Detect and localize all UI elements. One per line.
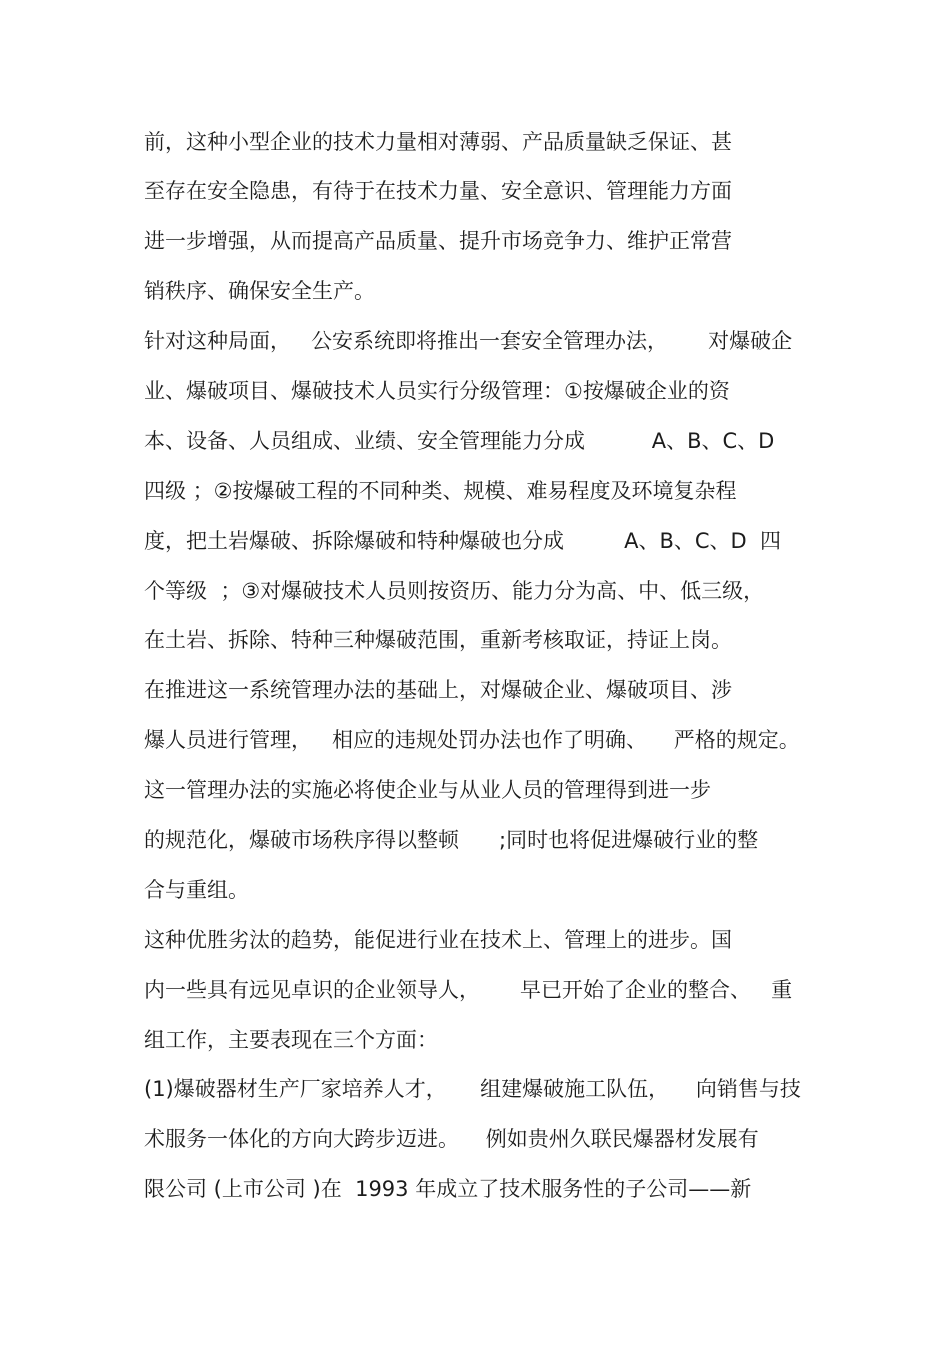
text-line-14: 这一管理办法的实施必将使企业与从业人员的管理得到进一步 xyxy=(144,778,711,802)
text-line-17: 这种优胜劣汰的趋势，能促进行业在技术上、管理上的进步。国 xyxy=(144,928,732,952)
text-line-11: 在土岩、拆除、特种三种爆破范围，重新考核取证，持证上岗。 xyxy=(144,628,732,652)
text-line-12: 在推进这一系统管理办法的基础上，对爆破企业、爆破项目、涉 xyxy=(144,678,732,702)
text-line-15: 的规范化，爆破市场秩序得以整顿 ;同时也将促进爆破行业的整 xyxy=(144,828,759,852)
text-line-3: 进一步增强，从而提高产品质量、提升市场竞争力、维护正常营 xyxy=(144,229,732,253)
text-line-7: 本、设备、人员组成、业绩、安全管理能力分成 A、B、C、D xyxy=(144,429,775,453)
text-line-13: 爆人员进行管理， 相应的违规处罚办法也作了明确、 严格的规定。 xyxy=(144,728,800,752)
text-line-22: 限公司 (上市公司 )在 1993 年成立了技术服务性的子公司——新 xyxy=(144,1177,752,1201)
text-line-20: (1)爆破器材生产厂家培养人才， 组建爆破施工队伍， 向销售与技 xyxy=(144,1077,801,1101)
text-line-4: 销秩序、确保安全生产。 xyxy=(144,279,375,303)
text-line-18: 内一些具有远见卓识的企业领导人， 早已开始了企业的整合、 重 xyxy=(144,978,793,1002)
text-line-19: 组工作，主要表现在三个方面： xyxy=(144,1028,438,1052)
text-line-21: 术服务一体化的方向大跨步迈进。 例如贵州久联民爆器材发展有 xyxy=(144,1127,759,1151)
text-line-9: 度，把土岩爆破、拆除爆破和特种爆破也分成 A、B、C、D 四 xyxy=(144,529,782,553)
text-line-6: 业、爆破项目、爆破技术人员实行分级管理：①按爆破企业的资 xyxy=(144,379,730,403)
text-line-10: 个等级 ；③对爆破技术人员则按资历、能力分为高、中、低三级， xyxy=(144,579,765,603)
text-line-8: 四级 ；②按爆破工程的不同种类、规模、难易程度及环境复杂程 xyxy=(144,479,737,503)
text-line-16: 合与重组。 xyxy=(144,878,249,902)
text-line-2: 至存在安全隐患，有待于在技术力量、安全意识、管理能力方面 xyxy=(144,179,732,203)
text-line-5: 针对这种局面， 公安系统即将推出一套安全管理办法， 对爆破企 xyxy=(144,329,793,353)
text-line-1: 前，这种小型企业的技术力量相对薄弱、产品质量缺乏保证、甚 xyxy=(144,130,732,154)
